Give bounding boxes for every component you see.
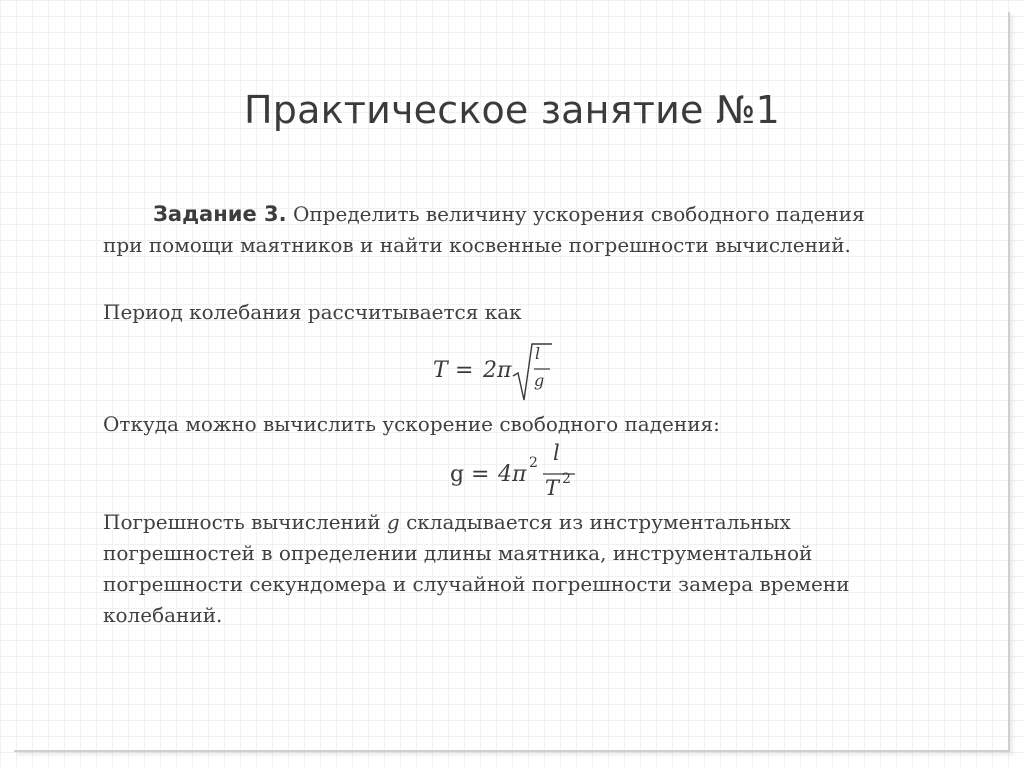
error-paragraph: [103, 507, 903, 631]
slide-title: Практическое занятие №1: [244, 88, 780, 132]
formula-period-denominator: g: [534, 371, 545, 390]
sqrt-sign-icon: [512, 342, 552, 404]
formula-g-denominator-exp: 2: [562, 471, 571, 487]
formula-period-numerator: l: [535, 344, 541, 363]
period-formula: [430, 340, 560, 404]
whence-paragraph: Откуда можно вычислить ускорение свободного падения:: [103, 412, 720, 436]
period-paragraph: Период колебания рассчитывается как: [103, 300, 522, 324]
task-text: Определить величину ускорения свободного падения при помощи маятников и найти косвенные погрешности вычислений.: [103, 202, 865, 257]
g-formula: [446, 441, 586, 503]
task-paragraph: [103, 199, 903, 261]
error-variable: g: [386, 510, 400, 534]
formula-g-coef-exp: 2: [529, 455, 538, 471]
formula-g-coef: 4π: [498, 462, 527, 487]
formula-g-lhs: g: [450, 462, 465, 487]
formula-period-equals: =: [455, 358, 474, 383]
error-text-after: складывается из инструментальных погрешностей в определении длины маятника, инструментальной погрешности секундомера и случайной погрешности замера времени колебаний.: [103, 510, 850, 627]
formula-g-denominator: T: [545, 476, 560, 500]
task-label: Задание 3.: [153, 202, 287, 226]
formula-g-equals: =: [471, 462, 490, 487]
error-text-before: Погрешность вычислений: [103, 510, 387, 534]
formula-period-coef: 2π: [483, 358, 512, 383]
formula-period-lhs: T: [433, 358, 448, 383]
formula-g-numerator: l: [553, 441, 560, 465]
